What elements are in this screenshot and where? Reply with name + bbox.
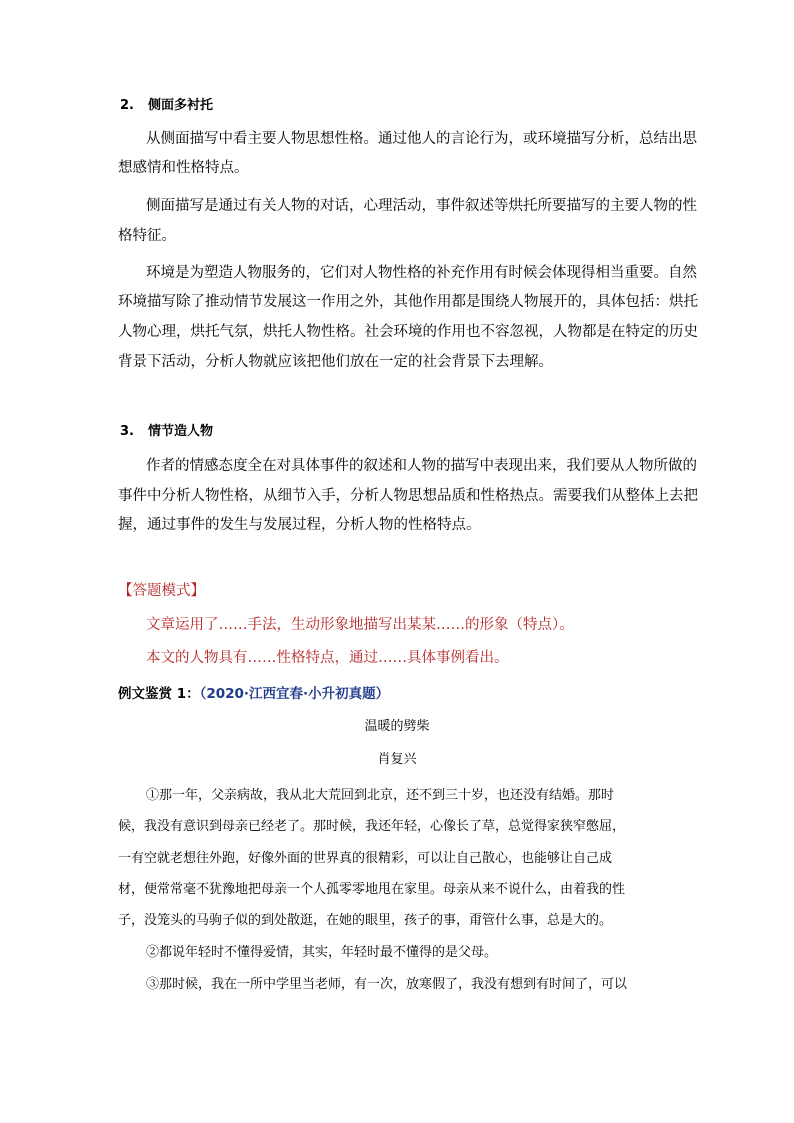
answer-mode-label: 【答题模式】 <box>118 583 205 599</box>
section-2-p1-line: 从侧面描写中看主要人物思想性格。通过他人的言论行为，或环境描写分析，总结出思 <box>146 131 697 147</box>
article-paragraph-line: 子，没笼头的马驹子似的到处散逛，在她的眼里，孩子的事，甭管什么事，总是大的。 <box>118 913 613 928</box>
article-paragraph-line: 候，我没有意识到母亲已经老了。那时候，我还年轻，心像长了草，总觉得家狭窄憋屈， <box>118 819 626 834</box>
example-label: 例文鉴赏 1： <box>118 686 200 702</box>
section-2-title: 侧面多衬托 <box>148 98 214 113</box>
section-3-p1-line: 事件中分析人物性格，从细节入手，分析人物思想品质和性格热点。需要我们从整体上去把 <box>118 488 698 504</box>
section-3-heading <box>120 422 213 442</box>
section-2-p3-line: 背景下活动，分析人物就应该把他们放在一定的社会背景下去理解。 <box>118 354 553 370</box>
article-paragraph-line: 材，便常常毫不犹豫地把母亲一个人孤零零地甩在家里。母亲从来不说什么，由着我的性 <box>118 882 626 897</box>
section-3-p1-line: 握，通过事件的发生与发展过程，分析人物的性格特点。 <box>118 517 481 533</box>
section-3-number: 3. <box>120 424 134 439</box>
section-2-p1-line: 想感情和性格特点。 <box>118 160 249 176</box>
answer-mode-line: 文章运用了……手法，生动形象地描写出某某……的形象（特点）。 <box>146 617 574 633</box>
section-2-p2-line: 侧面描写是通过有关人物的对话，心理活动，事件叙述等烘托所要描写的主要人物的性 <box>146 198 697 214</box>
section-2-number: 2. <box>120 98 134 113</box>
article-author: 肖复兴 <box>377 752 417 767</box>
section-3-title: 情节造人物 <box>148 424 214 439</box>
article-title: 温暖的劈柴 <box>364 719 430 734</box>
article-paragraph-line: ①那一年，父亲病故，我从北大荒回到北京，还不到三十岁，也还没有结婚。那时 <box>146 788 615 803</box>
article-paragraph-line: ③那时候，我在一所中学里当老师，有一次，放寒假了，我没有想到有时间了，可以 <box>146 977 628 992</box>
article-paragraph-line: ②都说年轻时不懂得爱情，其实，年轻时最不懂得的是父母。 <box>146 945 498 960</box>
section-2-p2-line: 格特征。 <box>118 228 176 244</box>
example-heading <box>118 684 389 704</box>
section-2-p3-line: 环境描写除了推动情节发展这一作用之外，其他作用都是围绕人物展开的，具体包括：烘托 <box>118 294 698 310</box>
answer-mode-line: 本文的人物具有……性格特点，通过……具体事例看出。 <box>146 650 509 666</box>
section-3-p1-line: 作者的情感态度全在对具体事件的叙述和人物的描写中表现出来，我们要从人物所做的 <box>146 458 697 474</box>
section-2-heading <box>120 96 213 116</box>
example-source: （2020·江西宜春·小升初真题） <box>199 686 390 702</box>
article-paragraph-line: 一有空就老想往外跑，好像外面的世界真的很精彩，可以让自己散心，也能够让自己成 <box>118 851 613 866</box>
section-2-p3-line: 人物心理，烘托气氛，烘托人物性格。社会环境的作用也不容忽视，人物都是在特定的历史 <box>118 324 698 340</box>
section-2-p3-line: 环境是为塑造人物服务的，它们对人物性格的补充作用有时候会体现得相当重要。自然 <box>146 265 697 281</box>
